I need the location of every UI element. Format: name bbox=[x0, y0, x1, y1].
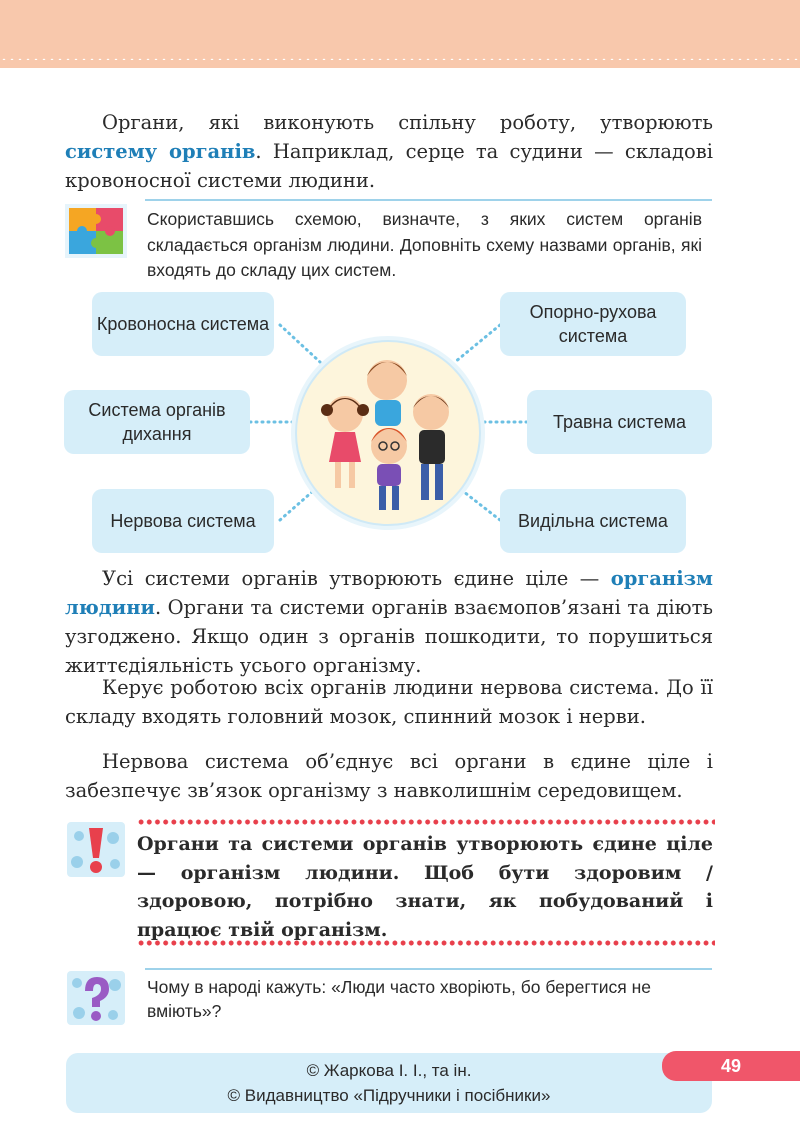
exclamation-icon bbox=[67, 822, 125, 877]
intro-text-1: Органи, які виконують спільну роботу, утворюють bbox=[102, 111, 713, 134]
system-label-respiratory: Система органів дихання bbox=[88, 400, 226, 444]
footer-authors: © Жаркова І. І., та ін. bbox=[306, 1061, 472, 1080]
note-dotted-bottom bbox=[137, 940, 715, 946]
system-box-nervous bbox=[92, 489, 274, 553]
footer-publisher: © Видавництво «Підручники і посібники» bbox=[227, 1086, 551, 1105]
system-box-digestive bbox=[527, 390, 712, 454]
question-icon bbox=[67, 971, 125, 1025]
paragraph-organism bbox=[65, 564, 713, 680]
system-label-excretory: Видільна система bbox=[518, 511, 668, 531]
task-divider bbox=[145, 199, 712, 201]
term-organ-system: систему органів bbox=[65, 140, 256, 163]
task-text: Скориставшись схемою, визначте, з яких систем органів складається організм людини. Доповніть схему назвами органів, які входять до складу цих систем. bbox=[147, 209, 702, 280]
footer-copyright bbox=[66, 1053, 712, 1113]
paragraph-nervous-control: Керує роботою всіх органів людини нервова система. До її складу входять головний мозок, спинний мозок і нерви. bbox=[65, 676, 713, 728]
top-dotted-line bbox=[0, 58, 800, 60]
system-box-circulatory bbox=[92, 292, 274, 356]
note-dotted-top bbox=[137, 819, 715, 825]
intro-text-2: . Наприклад, серце та судини — складові кровоносної системи людини. bbox=[65, 140, 713, 192]
term-human-organism: організм людини bbox=[65, 567, 713, 619]
para1-text-1: Усі системи органів утворюють єдине ціле — bbox=[102, 567, 611, 590]
system-label-nervous: Нервова система bbox=[110, 511, 256, 531]
para1-text-2: . Органи та системи органів взаємопов’язані та діють узгоджено. Якщо один з органів пошкодити, то порушиться життєдіяльність усього організму. bbox=[65, 596, 713, 677]
system-label-digestive: Травна система bbox=[552, 412, 686, 432]
system-box-musculoskeletal bbox=[500, 292, 686, 356]
children-illustration bbox=[295, 340, 481, 526]
system-box-excretory bbox=[500, 489, 686, 553]
paragraph-nervous-unites: Нервова система об’єднує всі органи в єдине ціле і забезпечує зв’язок організму з навколишнім середовищем. bbox=[65, 750, 713, 802]
puzzle-icon bbox=[65, 204, 127, 258]
question-text: Чому в народі кажуть: «Люди часто хворіють, бо берегтися не вміють»? bbox=[147, 977, 652, 1021]
intro-paragraph bbox=[65, 108, 713, 195]
note-text: Органи та системи органів утворюють єдине ціле — організм людини. Щоб бути здоровим / здоровою, потрібно знати, як побудований і працює твій організм. bbox=[137, 833, 713, 941]
system-label-musculoskeletal: Опорно-рухова система bbox=[529, 302, 657, 346]
system-box-respiratory bbox=[64, 390, 250, 454]
page-number: 49 bbox=[662, 1051, 800, 1081]
system-label-circulatory: Кровоносна система bbox=[96, 314, 270, 334]
question-divider bbox=[145, 968, 712, 970]
